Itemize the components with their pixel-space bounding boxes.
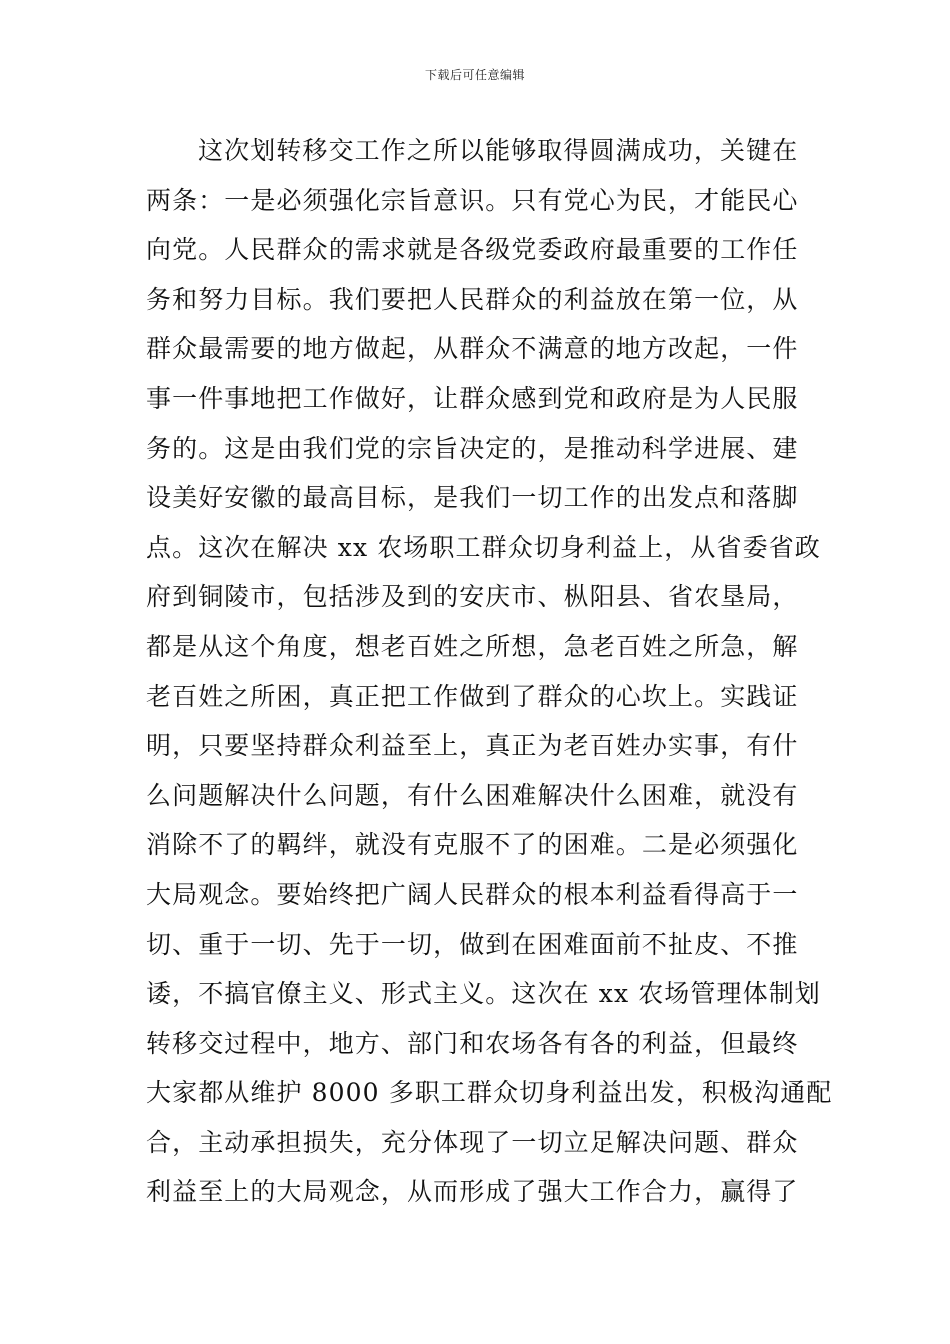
text-line: 转移交过程中，地方、部门和农场各有各的利益，但最终 — [146, 1028, 799, 1058]
text-line: 群众最需要的地方做起，从群众不满意的地方改起，一件 — [146, 334, 799, 364]
text-line: 点。这次在解决 xx 农场职工群众切身利益上，从省委省政 — [146, 532, 821, 562]
text-line: 府到铜陵市，包括涉及到的安庆市、枞阳县、省农垦局， — [146, 582, 799, 612]
text-line: 这次划转移交工作之所以能够取得圆满成功，关键在 — [198, 136, 799, 165]
text-line: 两条：一是必须强化宗旨意识。只有党心为民，才能民心 — [146, 185, 799, 215]
page-header: 下载后可任意编辑 — [424, 68, 525, 82]
text-line: 明，只要坚持群众利益至上，真正为老百姓办实事，有什 — [146, 731, 799, 761]
text-line: 老百姓之所困，真正把工作做到了群众的心坎上。实践证 — [146, 681, 799, 711]
text-line: 向党。人民群众的需求就是各级党委政府最重要的工作任 — [146, 235, 799, 265]
text-line: 事一件事地把工作做好，让群众感到党和政府是为人民服 — [146, 383, 799, 413]
text-line: 大家都从维护 8000 多职工群众切身利益出发，积极沟通配 — [146, 1078, 833, 1108]
text-line: 务和努力目标。我们要把人民群众的利益放在第一位，从 — [146, 284, 799, 314]
text-line: 大局观念。要始终把广阔人民群众的根本利益看得高于一 — [146, 879, 799, 909]
text-line: 合，主动承担损失，充分体现了一切立足解决问题、群众 — [146, 1127, 799, 1157]
text-line: 么问题解决什么问题，有什么困难解决什么困难，就没有 — [146, 780, 799, 810]
text-line: 诿，不搞官僚主义、形式主义。这次在 xx 农场管理体制划 — [146, 979, 821, 1009]
text-line: 消除不了的羁绊，就没有克服不了的困难。二是必须强化 — [146, 830, 799, 860]
text-line: 切、重于一切、先于一切，做到在困难面前不扯皮、不推 — [146, 929, 799, 959]
text-line: 设美好安徽的最高目标，是我们一切工作的出发点和落脚 — [146, 483, 799, 513]
text-line: 利益至上的大局观念，从而形成了强大工作合力，赢得了 — [146, 1177, 799, 1207]
text-line: 都是从这个角度，想老百姓之所想，急老百姓之所急，解 — [146, 631, 799, 661]
body-paragraph — [146, 126, 833, 1217]
text-line: 务的。这是由我们党的宗旨决定的，是推动科学进展、建 — [146, 433, 799, 463]
